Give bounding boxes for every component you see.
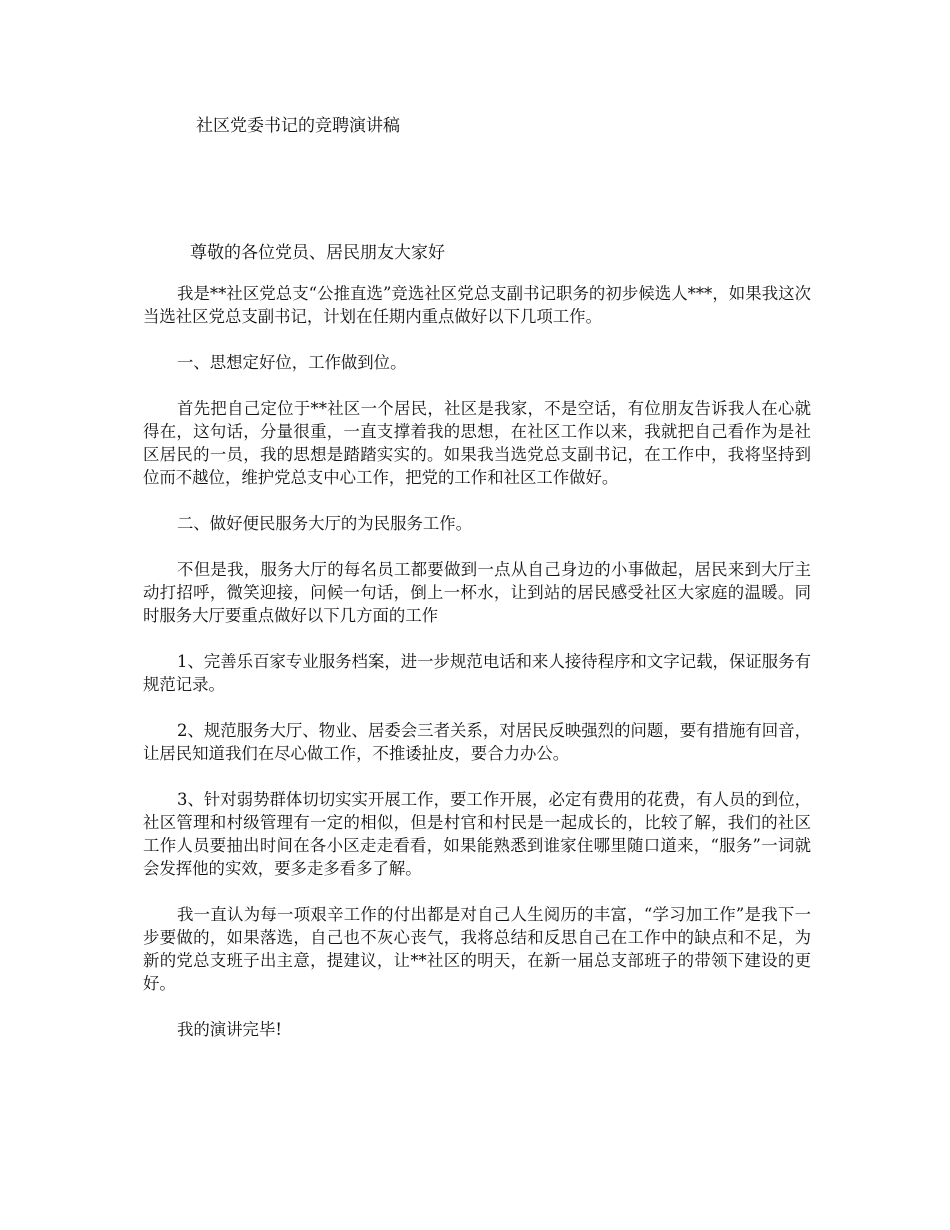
list-item-2: 2、规范服务大厅、物业、居委会三者关系，对居民反映强烈的问题，要有措施有回音，让居民知道我们在尽心做工作，不推诿扯皮，要合力办公。	[143, 721, 811, 763]
paragraph-section-1: 首先把自己定位于**社区一个居民，社区是我家，不是空话，有位朋友告诉我人在心就得在，这句话，分量很重，一直支撑着我的思想，在社区工作以来，我就把自己看作为是社区居民的一员，我的思想是踏踏实实的。如果我当选党总支副书记，在工作中，我将坚持到位而不越位，维护党总支中心工作，把党的工作和社区工作做好。	[143, 399, 811, 487]
list-item-3: 3、针对弱势群体切切实实开展工作，要工作开展，必定有费用的花费，有人员的到位，社区管理和村级管理有一定的相似，但是村官和村民是一起成长的，比较了解，我们的社区工作人员要抽出时间在各小区走走看看，如果能熟悉到谁家住哪里随口道来，“服务”一词就会发挥他的实效，要多走多看多了解。	[143, 790, 811, 878]
list-item-1: 1、完善乐百家专业服务档案，进一步规范电话和来人接待程序和文字记载，保证服务有规范记录。	[143, 652, 811, 694]
document-title: 社区党委书记的竞聘演讲稿	[196, 116, 400, 136]
document-body	[143, 282, 811, 1064]
section-heading-1: 一、思想定好位，工作做到位。	[177, 353, 407, 372]
paragraph-intro: 我是**社区党总支“公推直选”竞选社区党总支副书记职务的初步候选人***，如果我这次当选社区党总支副书记，计划在任期内重点做好以下几项工作。	[143, 284, 811, 326]
section-heading-2: 二、做好便民服务大厅的为民服务工作。	[177, 514, 473, 533]
greeting: 尊敬的各位党员、居民朋友大家好	[190, 243, 445, 263]
paragraph-conclusion: 我一直认为每一项艰辛工作的付出都是对自己人生阅历的丰富，“学习加工作”是我下一步要做的，如果落选，自己也不灰心丧气，我将总结和反思自己在工作中的缺点和不足，为新的党总支班子出主意，提建议，让**社区的明天，在新一届总支部班子的带领下建设的更好。	[143, 905, 811, 993]
paragraph-section-2: 不但是我，服务大厅的每名员工都要做到一点从自己身边的小事做起，居民来到大厅主动打招呼，微笑迎接，问候一句话，倒上一杯水，让到站的居民感受社区大家庭的温暖。同时服务大厅要重点做好以下几方面的工作	[143, 560, 811, 625]
closing-line: 我的演讲完毕!	[177, 1020, 282, 1039]
